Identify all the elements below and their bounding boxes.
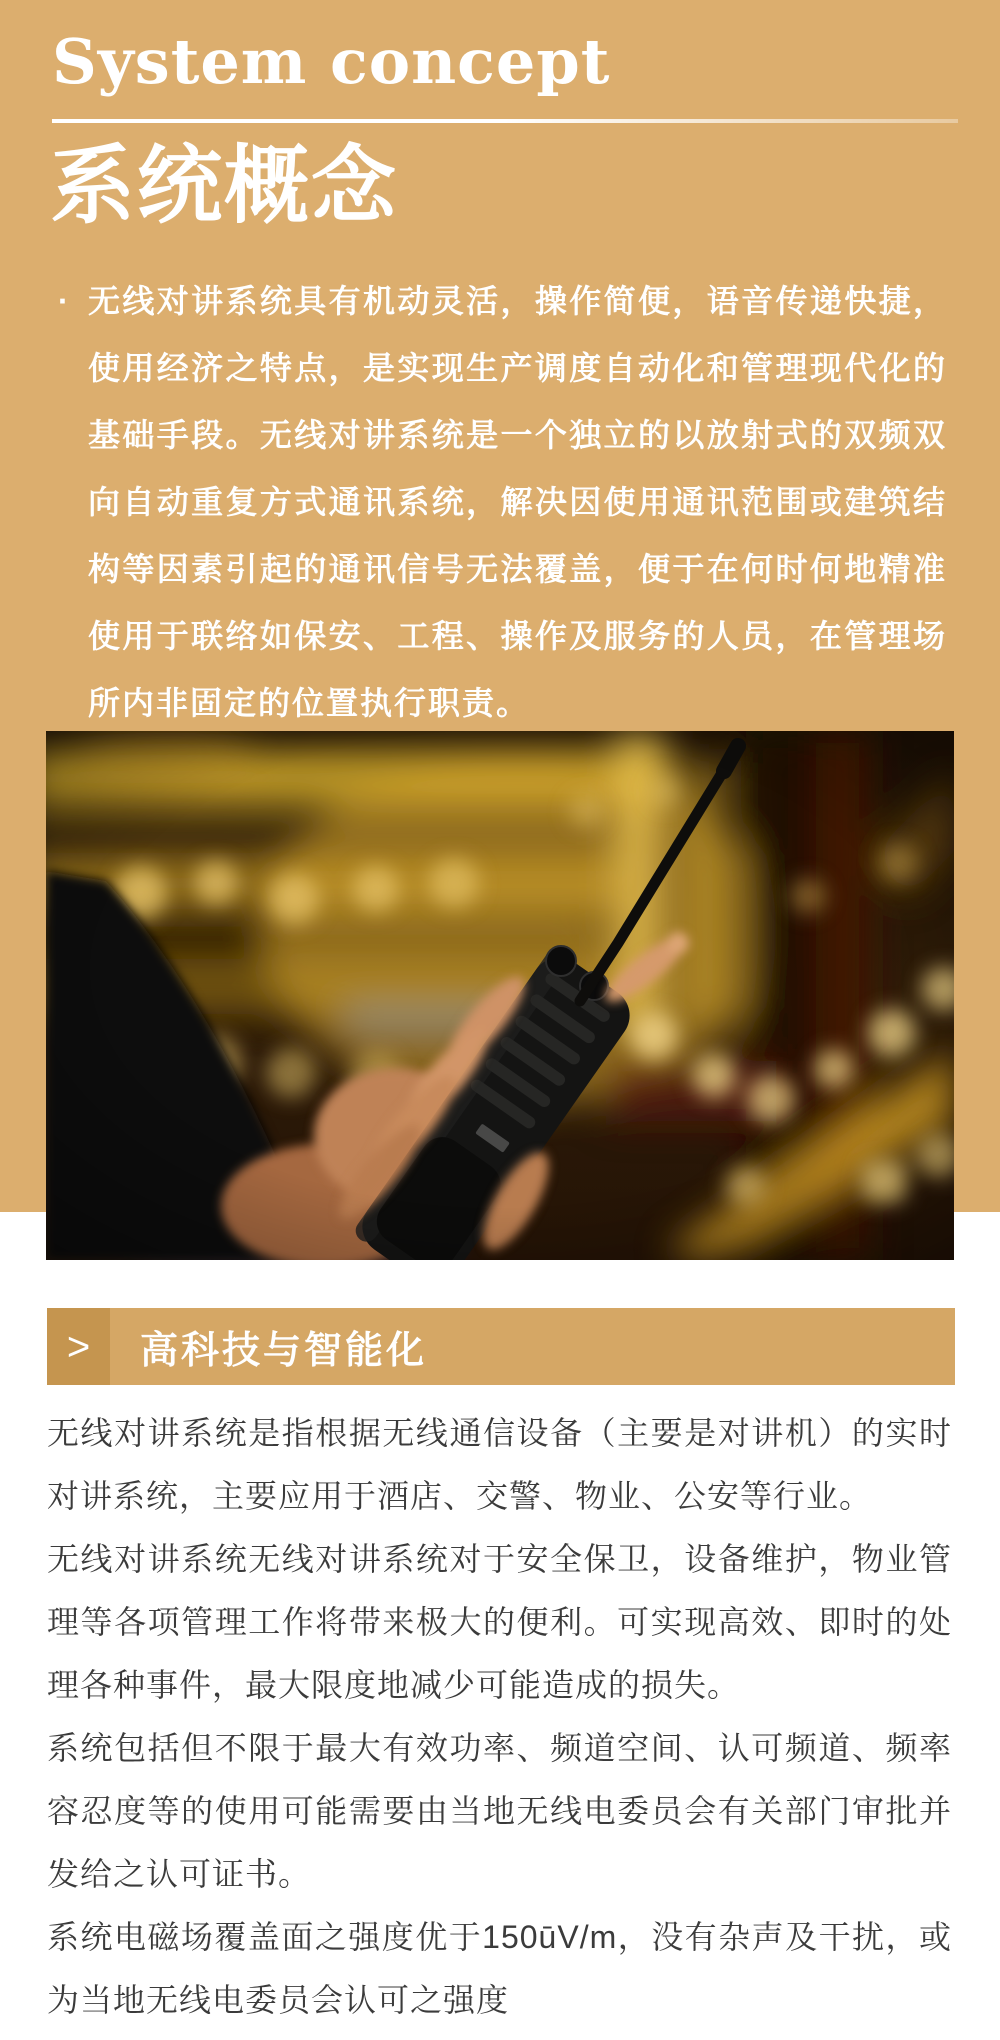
- hero-bullet-text: 无线对讲系统具有机动灵活，操作简便，语音传递快捷，使用经济之特点，是实现生产调度自动化和管理现代化的基础手段。无线对讲系统是一个独立的以放射式的双频双向自动重复方式通讯系统，解决因使用通讯范围或建筑结构等因素引起的通讯信号无法覆盖，便于在何时何地精准使用于联络如保安、工程、操作及服务的人员，在管理场所内非固定的位置执行职责。: [88, 283, 947, 721]
- page-title-en: System concept: [52, 25, 611, 98]
- title-divider: [52, 119, 958, 123]
- section-heading-label: 高科技与智能化: [140, 1330, 428, 1372]
- section-heading-bar: [47, 1308, 955, 1385]
- body-paragraph-1: 无线对讲系统是指根据无线通信设备（主要是对讲机）的实时对讲系统，主要应用于酒店、交警、物业、公安等行业。: [47, 1415, 952, 1514]
- chevron-glyph: >: [66, 1324, 91, 1369]
- chevron-right-icon: [47, 1308, 110, 1385]
- bullet-dot-icon: ·: [58, 283, 71, 319]
- page-title-zh: 系统概念: [50, 136, 399, 236]
- body-paragraph-2: 无线对讲系统无线对讲系统对于安全保卫，设备维护，物业管理等各项管理工作将带来极大的便利。可实现高效、即时的处理各种事件，最大限度地减少可能造成的损失。: [47, 1541, 952, 1703]
- body-paragraph-3: 系统包括但不限于最大有效功率、频道空间、认可频道、频率容忍度等的使用可能需要由当地无线电委员会有关部门审批并发给之认可证书。: [47, 1730, 952, 1892]
- hero-bullet-item: [52, 268, 947, 737]
- body-paragraph-4: 系统电磁场覆盖面之强度优于150ūV/m，没有杂声及干扰，或为当地无线电委员会认可之强度: [47, 1919, 952, 2018]
- walkie-talkie-photo: [46, 731, 954, 1260]
- body-text-block: [47, 1402, 952, 2032]
